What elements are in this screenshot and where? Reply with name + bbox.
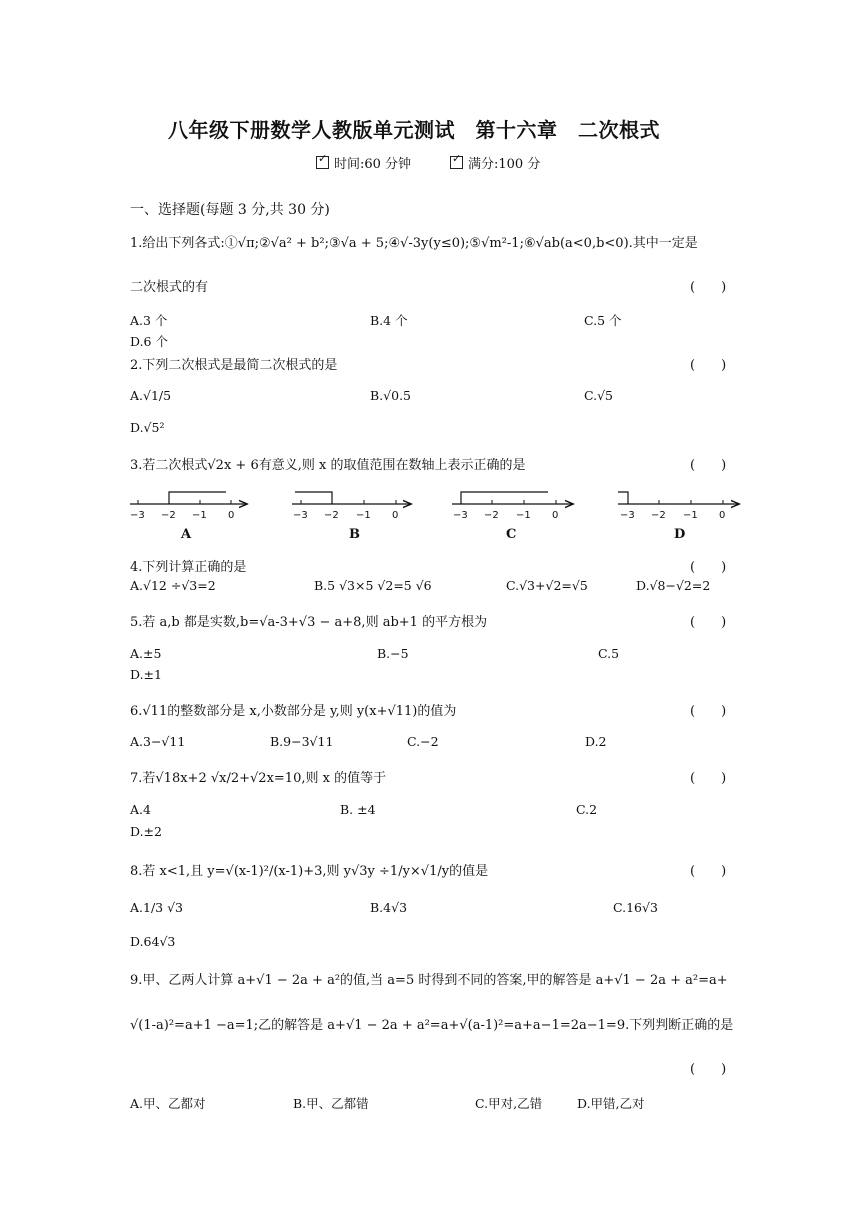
tick-label: −1 xyxy=(192,510,207,521)
q8-option-b: B.4√3 xyxy=(370,900,408,915)
q5-stem: 5.若 a,b 都是实数,b=√a-3+√3 − a+8,则 ab+1 的平方根为 xyxy=(130,615,488,630)
q7-option-d: D.±2 xyxy=(130,824,162,839)
q1-stem-line1: 1.给出下列各式:①√π;②√a² + b²;③√a + 5;④√-3y(y≤0);⑤√m²-1;⑥√ab(a<0,b<0).其中一定是 xyxy=(130,236,698,251)
q9-stem-line2: √(1-a)²=a+1 −a=1;乙的解答是 a+√1 − 2a + a²=a+√(a-1)²=a+a−1=2a−1=9.下列判断正确的是 xyxy=(130,1018,734,1033)
q9-option-c: C.甲对,乙错 xyxy=(475,1096,543,1111)
q6-stem: 6.√11的整数部分是 x,小数部分是 y,则 y(x+√11)的值为 xyxy=(130,704,457,719)
tick-label: 0 xyxy=(552,510,559,521)
q9-option-b: B.甲、乙都错 xyxy=(293,1096,369,1111)
q9-option-d: D.甲错,乙对 xyxy=(577,1096,645,1111)
q4-option-a: A.√12 ÷√3=2 xyxy=(130,578,216,593)
answer-paren: ( ) xyxy=(690,560,727,575)
q8-stem: 8.若 x<1,且 y=√(x-1)²/(x-1)+3,则 y√3y ÷1/y×√1/y的值是 xyxy=(130,864,489,879)
number-line-b xyxy=(292,492,410,521)
q7-option-a: A.4 xyxy=(130,802,151,817)
q3-stem: 3.若二次根式√2x + 6有意义,则 x 的取值范围在数轴上表示正确的是 xyxy=(130,458,526,473)
number-line-a xyxy=(130,492,246,521)
q7-option-b: B. ±4 xyxy=(340,802,376,817)
q1-option-d: D.6 个 xyxy=(130,334,168,349)
answer-paren: ( ) xyxy=(690,458,727,473)
score-text: 满分:100 分 xyxy=(468,157,541,172)
q6-option-c: C.−2 xyxy=(407,734,439,749)
q6-option-a: A.3−√11 xyxy=(130,734,186,749)
q1-stem-line2: 二次根式的有 xyxy=(130,280,209,295)
score-info xyxy=(450,153,540,172)
q5-option-c: C.5 xyxy=(598,646,620,661)
q4-option-d: D.√8−√2=2 xyxy=(636,578,711,593)
answer-paren: ( ) xyxy=(690,615,727,630)
tick-label: 0 xyxy=(228,510,235,521)
tick-label: −3 xyxy=(293,510,308,521)
q2-option-d: D.√5² xyxy=(130,420,165,435)
tick-label: −2 xyxy=(161,510,176,521)
time-info xyxy=(316,153,411,172)
section-heading: 一、选择题(每题 3 分,共 30 分) xyxy=(130,202,330,218)
tick-label: −3 xyxy=(453,510,468,521)
answer-paren: ( ) xyxy=(690,771,727,786)
q6-option-b: B.9−3√11 xyxy=(270,734,334,749)
q5-option-a: A.±5 xyxy=(130,646,162,661)
q2-stem: 2.下列二次根式是最简二次根式的是 xyxy=(130,358,338,373)
tick-label: 0 xyxy=(392,510,399,521)
tick-label: 0 xyxy=(719,510,726,521)
tick-label: −2 xyxy=(324,510,339,521)
page-title: 八年级下册数学人教版单元测试 第十六章 二次根式 xyxy=(168,118,660,142)
answer-paren: ( ) xyxy=(690,704,727,719)
time-text: 时间:60 分钟 xyxy=(334,157,412,172)
tick-label: −2 xyxy=(484,510,499,521)
tick-label: −1 xyxy=(516,510,531,521)
answer-paren: ( ) xyxy=(690,280,727,295)
fig-label-b: B xyxy=(349,527,360,542)
number-line-figures xyxy=(0,488,860,548)
q8-option-a: A.1/3 √3 xyxy=(130,900,184,915)
number-line-d xyxy=(618,492,738,521)
fig-label-c: C xyxy=(506,527,517,542)
q1-option-a: A.3 个 xyxy=(130,313,168,328)
fig-label-d: D xyxy=(674,527,686,542)
tick-label: −1 xyxy=(356,510,371,521)
q4-option-b: B.5 √3×5 √2=5 √6 xyxy=(314,578,432,593)
q4-option-c: C.√3+√2=√5 xyxy=(506,578,588,593)
tick-label: −3 xyxy=(130,510,145,521)
tick-label: −3 xyxy=(620,510,635,521)
q5-option-b: B.−5 xyxy=(377,646,409,661)
checkbox-icon xyxy=(450,156,463,169)
tick-label: −2 xyxy=(651,510,666,521)
q2-option-a: A.√1/5 xyxy=(130,388,172,403)
q1-option-b: B.4 个 xyxy=(370,313,408,328)
answer-paren: ( ) xyxy=(690,358,727,373)
q1-option-c: C.5 个 xyxy=(584,313,622,328)
q2-option-c: C.√5 xyxy=(584,388,614,403)
q8-option-c: C.16√3 xyxy=(613,900,658,915)
q7-option-c: C.2 xyxy=(576,802,598,817)
q9-stem-line1: 9.甲、乙两人计算 a+√1 − 2a + a²的值,当 a=5 时得到不同的答案,甲的解答是 a+√1 − 2a + a²=a+ xyxy=(130,973,728,988)
q4-stem: 4.下列计算正确的是 xyxy=(130,560,247,575)
q5-option-d: D.±1 xyxy=(130,667,162,682)
q8-option-d: D.64√3 xyxy=(130,934,176,949)
answer-paren: ( ) xyxy=(690,864,727,879)
number-line-c xyxy=(452,492,572,521)
q2-option-b: B.√0.5 xyxy=(370,388,412,403)
fig-label-a: A xyxy=(181,527,192,542)
answer-paren: ( ) xyxy=(690,1062,727,1077)
checkbox-icon xyxy=(316,156,329,169)
q9-option-a: A.甲、乙都对 xyxy=(130,1096,206,1111)
q7-stem: 7.若√18x+2 √x/2+√2x=10,则 x 的值等于 xyxy=(130,771,387,786)
tick-label: −1 xyxy=(683,510,698,521)
q6-option-d: D.2 xyxy=(585,734,607,749)
